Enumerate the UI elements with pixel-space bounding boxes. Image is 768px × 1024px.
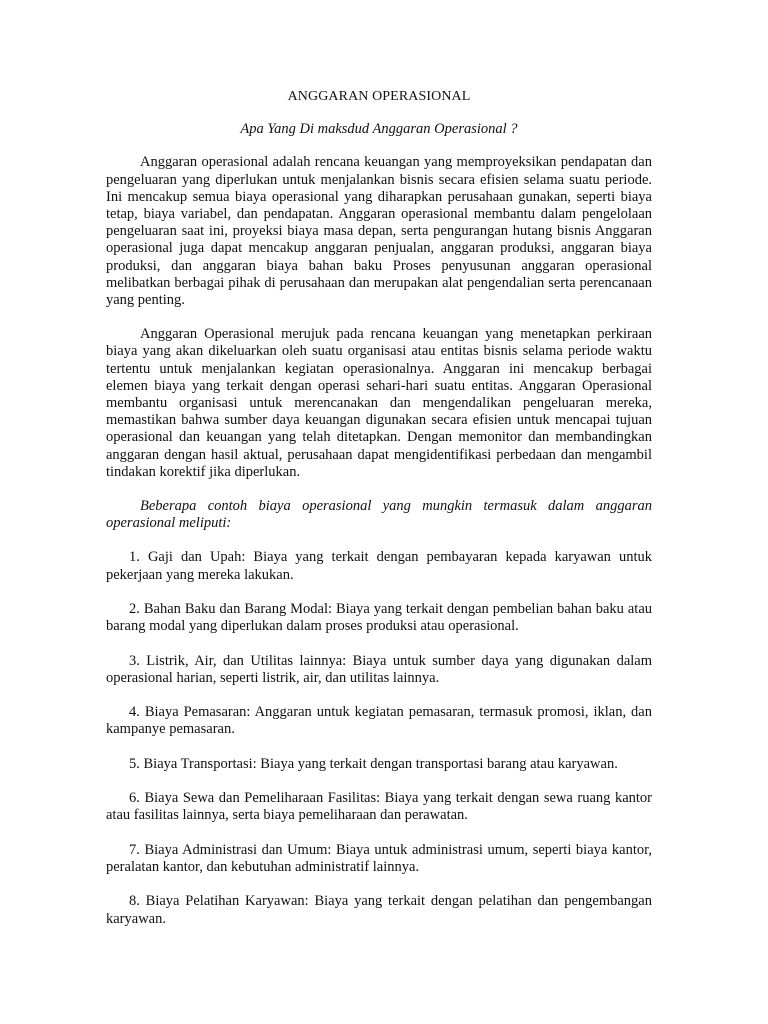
cost-list [106, 549, 652, 927]
list-item [106, 704, 652, 738]
document-subtitle: Apa Yang Di maksdud Anggaran Operasional ? [240, 121, 518, 138]
list-item-text: Gaji dan Upah: Biaya yang terkait dengan pembayaran kepada karyawan untuk pekerjaan yang mereka lakukan. [106, 549, 653, 583]
document-page [106, 88, 652, 945]
paragraph-1: Anggaran operasional adalah rencana keuangan yang memproyeksikan pendapatan dan pengeluaran yang diperlukan untuk menjalankan bisnis secara efisien selama suatu periode. Ini mencakup semua biaya operasional yang diharapkan perusahaan gunakan, seperti biaya tetap, biaya variabel, dan pendapatan. Anggaran operasional membantu dalam pengelolaan pengeluaran saat ini, proyeksi biaya masa depan, serta pengurangan hutang bisnis Anggaran operasional juga dapat mencakup anggaran penjualan, anggaran produksi, anggaran biaya produksi, dan anggaran biaya bahan baku Proses penyusunan anggaran operasional melibatkan berbagai pihak di perusahaan dan merupakan alat pengendalian serta perencanaan yang penting. [106, 154, 652, 309]
list-item [106, 790, 652, 824]
list-item-number: 3. [129, 652, 140, 669]
list-item-number: 4. [129, 704, 140, 721]
list-item-text: Biaya Pelatihan Karyawan: Biaya yang terkait dengan pelatihan dan pengembangan karyawan. [106, 893, 652, 927]
list-item-text: Biaya Transportasi: Biaya yang terkait dengan transportasi barang atau karyawan. [143, 755, 618, 772]
list-item [106, 842, 652, 876]
list-item-number: 2. [129, 601, 140, 618]
list-item [106, 893, 652, 927]
list-item [106, 549, 652, 583]
list-intro: Beberapa contoh biaya operasional yang mungkin termasuk dalam anggaran operasional meliputi: [106, 498, 652, 532]
list-item-text: Bahan Baku dan Barang Modal: Biaya yang terkait dengan pembelian bahan baku atau barang modal yang diperlukan dalam proses produksi atau operasional. [106, 601, 653, 635]
list-item [106, 653, 652, 687]
list-item-text: Listrik, Air, dan Utilitas lainnya: Biaya untuk sumber daya yang digunakan dalam operasional harian, seperti listrik, air, dan utilitas lainnya. [106, 652, 653, 686]
list-item-number: 8. [129, 893, 140, 910]
list-item-number: 6. [129, 790, 140, 807]
list-item-text: Biaya Sewa dan Pemeliharaan Fasilitas: Biaya yang terkait dengan sewa ruang kantor atau fasilitas lainnya, serta biaya pemeliharaan dan perawatan. [106, 790, 652, 824]
list-item-text: Biaya Administrasi dan Umum: Biaya untuk administrasi umum, seperti biaya kantor, peralatan kantor, dan kebutuhan administratif lainnya. [106, 841, 653, 876]
list-item-number: 5. [129, 755, 140, 772]
list-item-number: 1. [129, 549, 140, 566]
list-item-number: 7. [129, 841, 140, 858]
list-item-text: Biaya Pemasaran: Anggaran untuk kegiatan pemasaran, termasuk promosi, iklan, dan kampanye pemasaran. [106, 704, 652, 738]
list-item [106, 601, 652, 635]
paragraph-2: Anggaran Operasional merujuk pada rencana keuangan yang menetapkan perkiraan biaya yang akan dikeluarkan oleh suatu organisasi atau entitas bisnis selama periode waktu tertentu untuk menjalankan kegiatan operasionalnya. Anggaran ini mencakup berbagai elemen biaya yang terkait dengan operasi sehari-hari suatu entitas. Anggaran Operasional membantu organisasi untuk merencanakan dan mengendalikan pengeluaran mereka, memastikan bahwa sumber daya keuangan digunakan secara efisien untuk mencapai tujuan operasional dan keuangan yang telah ditetapkan. Dengan memonitor dan membandingkan anggaran dengan hasil aktual, perusahaan dapat mengidentifikasi perbedaan dan mengambil tindakan korektif jika diperlukan. [106, 326, 652, 480]
list-item [106, 756, 652, 773]
document-title: ANGGARAN OPERASIONAL [287, 89, 471, 104]
